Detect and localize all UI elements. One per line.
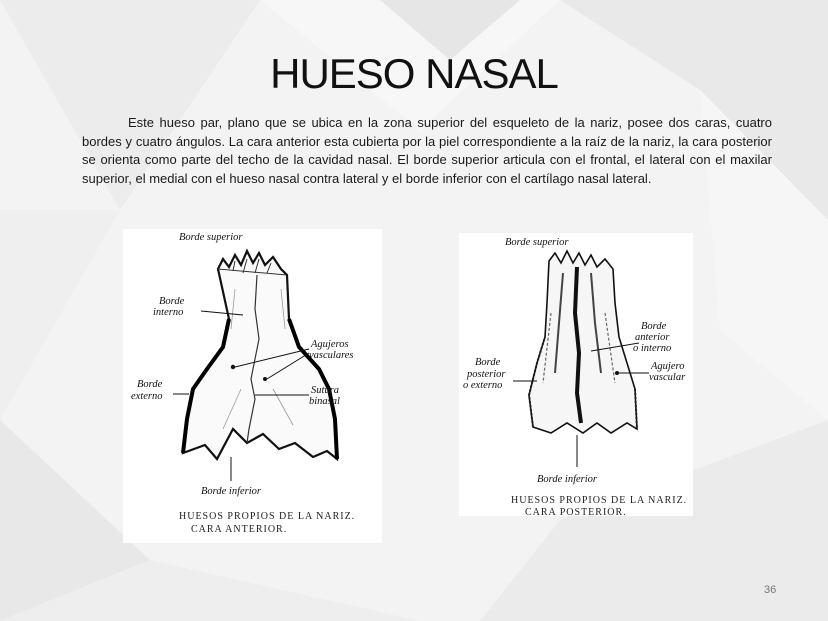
figure-posterior [459,233,693,516]
label-agujeros-2: vasculares [309,350,354,361]
label-borde-interno-2: interno [153,307,184,318]
label-sutura-1: Sutura [311,385,340,396]
label-borde-superior-posterior: Borde superior [505,237,569,248]
label-borde-posterior-2: posterior [467,369,506,380]
description-paragraph: Este hueso par, plano que se ubica en la zona superior del esqueleto de la nariz, posee dos caras, cuatro bordes y cuatro ángulos. La cara anterior esta cubierta por la piel correspondiente a la raíz de la nariz, la cara posterior se orienta como parte del techo de la cavidad nasal. El borde superior articula con el frontal, el lateral con el maxilar superior, el medial con el hueso nasal contra lateral y el borde inferior con el cartílago nasal lateral. [82,115,772,186]
label-borde-posterior-3: o externo [463,380,503,391]
caption-posterior-line2: CARA POSTERIOR. [525,507,627,518]
label-borde-interno-1: Borde [159,296,185,307]
caption-posterior-line1: HUESOS PROPIOS DE LA NARIZ. [511,495,688,506]
figure-anterior [123,229,382,543]
label-agujeros-1: Agujeros [311,339,349,350]
caption-anterior-line2: CARA ANTERIOR. [191,524,288,535]
label-borde-externo-2: externo [131,391,163,402]
page-number: 36 [764,584,777,596]
label-borde-externo-1: Borde [137,379,163,390]
label-borde-anterior-3: o interno [633,343,672,354]
label-sutura-2: binasal [309,396,340,407]
slide-title: HUESO NASAL [270,50,558,97]
label-borde-inferior-posterior: Borde inferior [537,474,597,485]
label-borde-anterior-2: anterior [635,332,670,343]
label-agujero-2: vascular [649,372,686,383]
caption-anterior-line1: HUESOS PROPIOS DE LA NARIZ. [179,511,356,522]
label-agujero-1: Agujero [651,361,685,372]
label-borde-anterior-1: Borde [641,321,667,332]
label-borde-inferior: Borde inferior [201,486,261,497]
label-borde-posterior-1: Borde [475,357,501,368]
label-borde-superior: Borde superior [179,232,243,243]
